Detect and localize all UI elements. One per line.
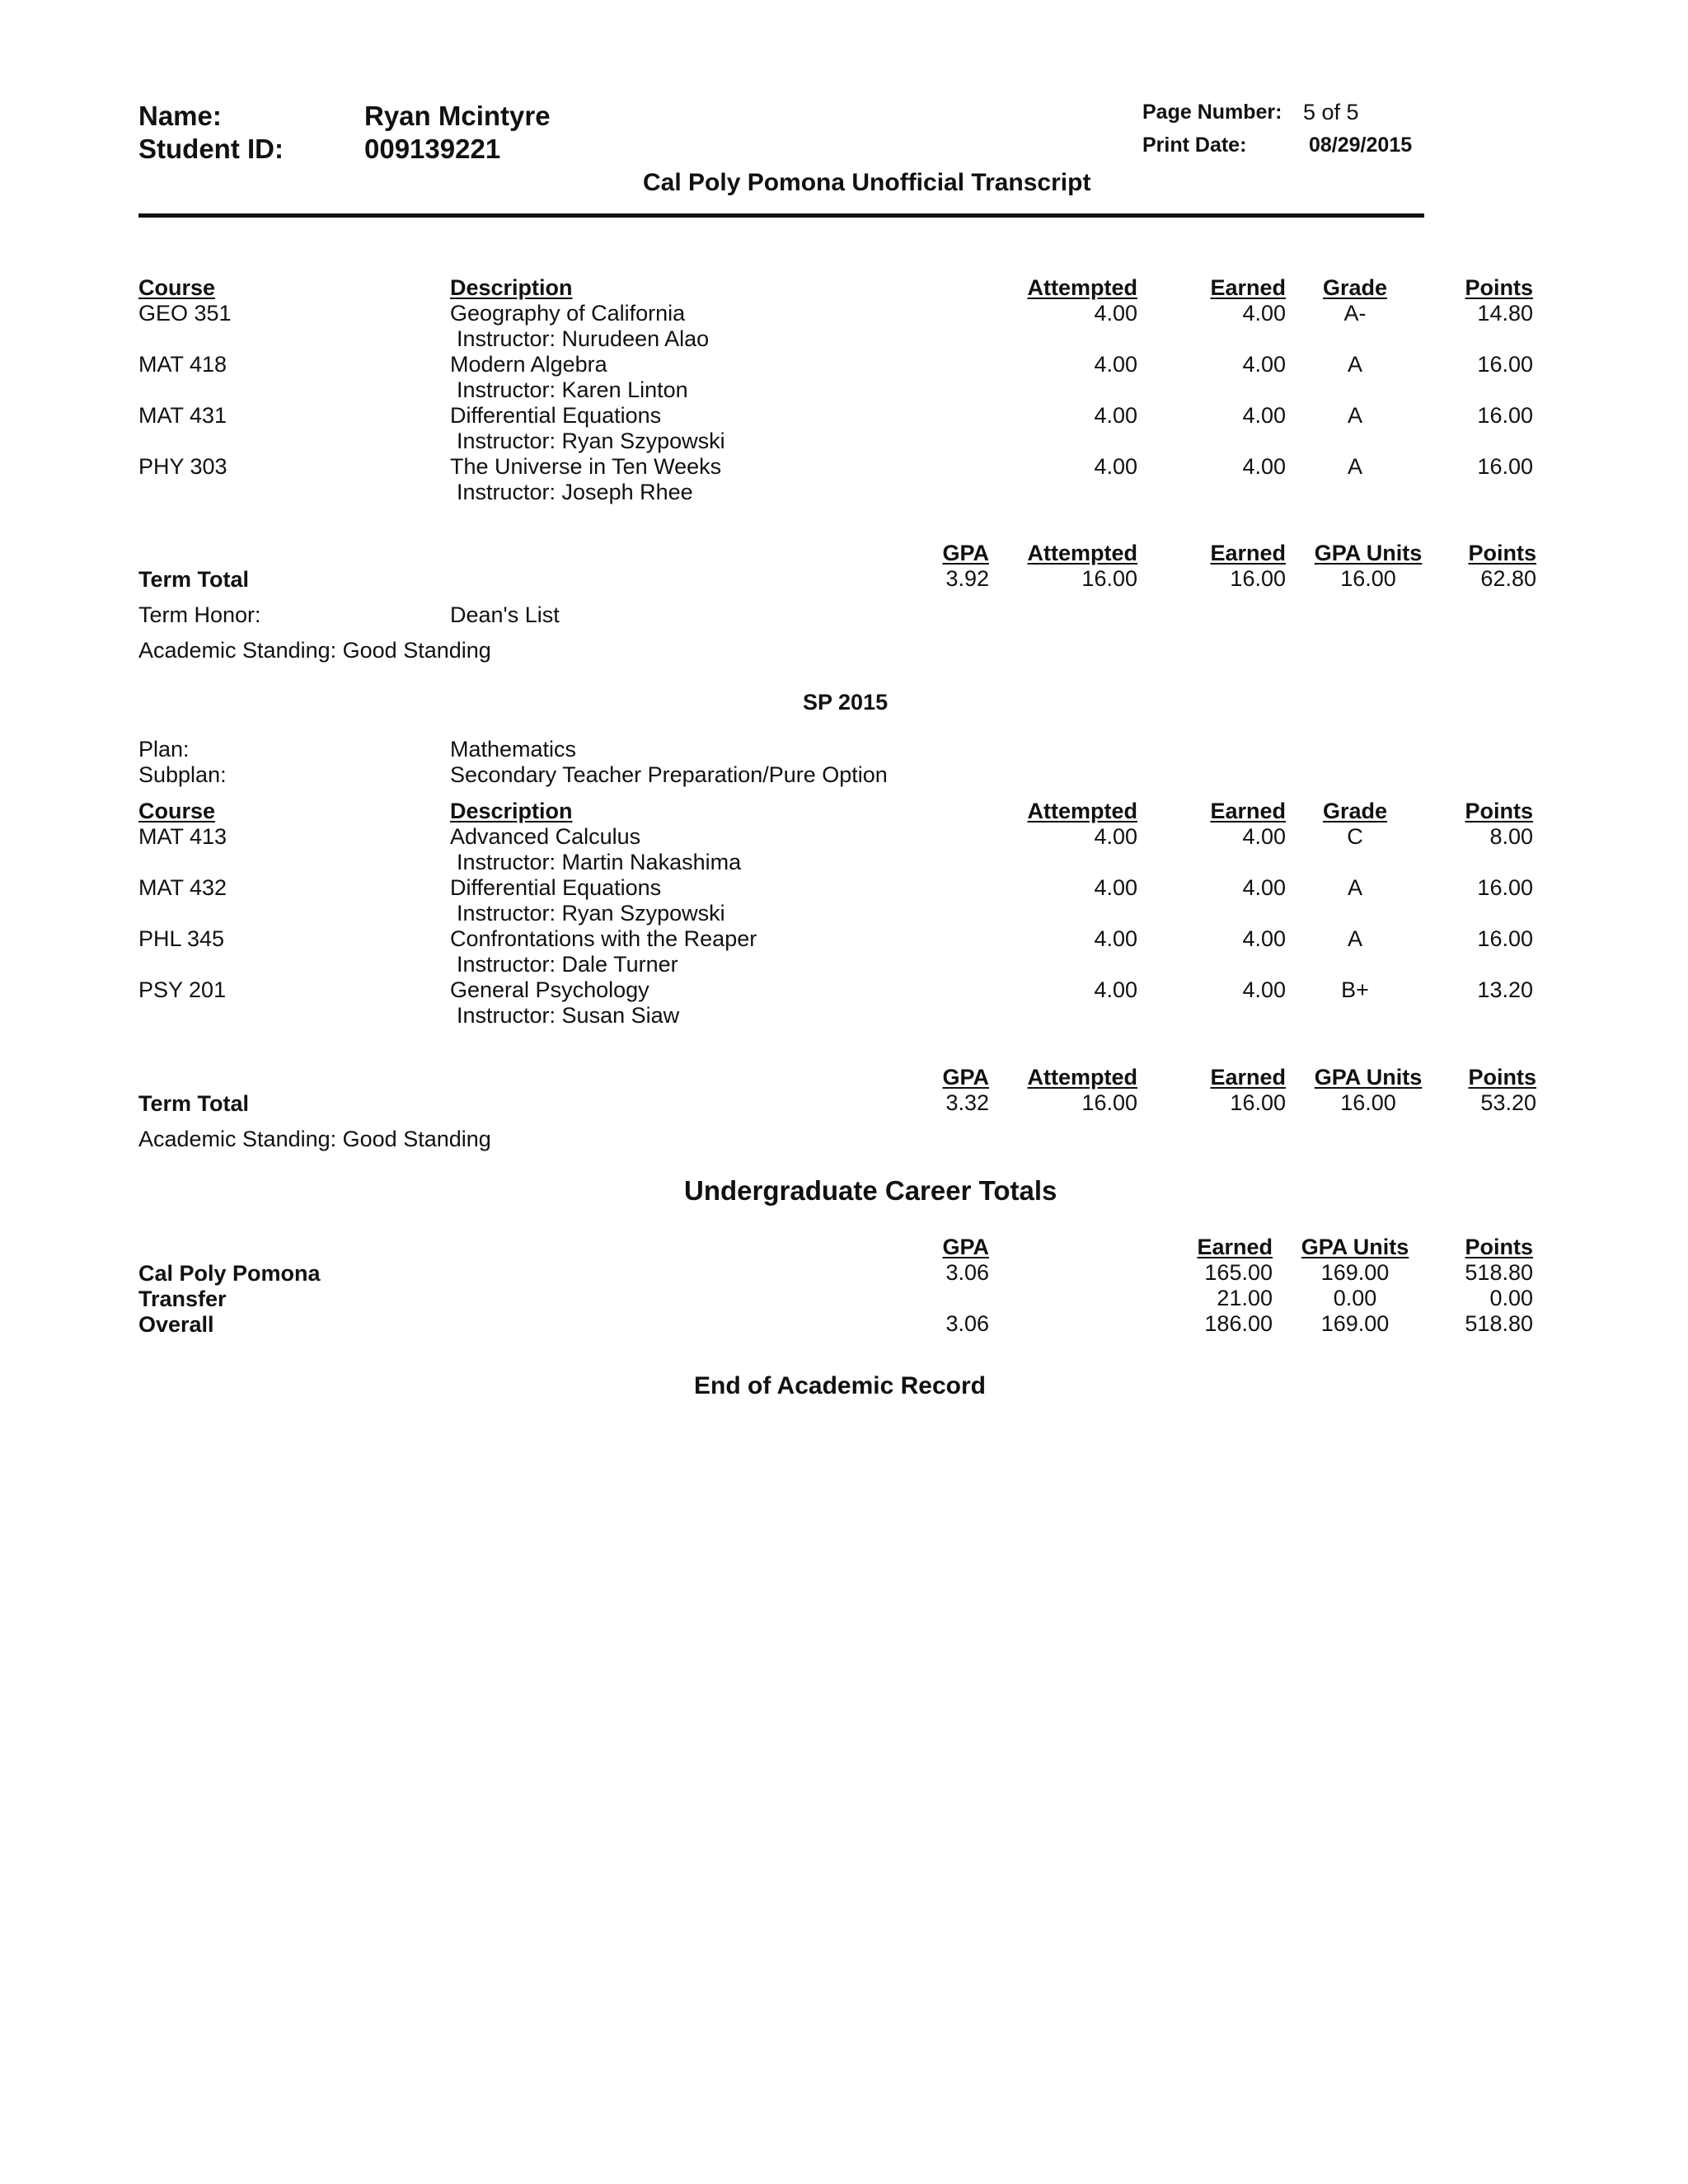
course-points: 16.00 [1477, 403, 1533, 428]
course-grade: B+ [1341, 977, 1369, 1002]
course-earned: 4.00 [1242, 352, 1286, 377]
col-points-header: Points [1465, 275, 1533, 300]
term2-heading: SP 2015 [803, 690, 889, 715]
course-attempted: 4.00 [1094, 977, 1137, 1002]
course-points: 13.20 [1477, 977, 1533, 1002]
course-instructor: Instructor: Susan Siaw [457, 1003, 680, 1028]
term2-total-earned: 16.00 [1230, 1090, 1286, 1115]
term1-total-attempted: 16.00 [1081, 566, 1137, 591]
career-row-points: 518.80 [1465, 1311, 1533, 1336]
course-grade: C [1347, 824, 1363, 849]
term1-honor-label: Term Honor: [138, 602, 261, 627]
course-earned: 4.00 [1242, 875, 1286, 900]
career-earned-header: Earned [1197, 1235, 1273, 1259]
course-grade: A- [1343, 301, 1367, 326]
col-description-header: Description [450, 275, 573, 300]
course-description: Differential Equations [450, 875, 662, 900]
print-date: 08/29/2015 [1309, 134, 1413, 157]
course-code: PHL 345 [138, 926, 225, 951]
course-attempted: 4.00 [1094, 301, 1137, 326]
course-points: 16.00 [1477, 926, 1533, 951]
course-attempted: 4.00 [1094, 352, 1137, 377]
subplan-label: Subplan: [138, 762, 227, 787]
course-description: Confrontations with the Reaper [450, 926, 757, 951]
plan-value: Mathematics [450, 737, 577, 762]
course-instructor: Instructor: Ryan Szypowski [457, 429, 725, 453]
career-row-gpa-units: 0.00 [1333, 1286, 1377, 1310]
col-grade-header: Grade [1322, 275, 1388, 300]
course-earned: 4.00 [1242, 403, 1286, 428]
career-row-gpa: 3.06 [945, 1311, 989, 1336]
term1-gpa-header: GPA [942, 541, 989, 565]
page-number: 5 of 5 [1303, 100, 1359, 124]
term2-total-gpa: 3.32 [945, 1090, 989, 1115]
course-points: 8.00 [1489, 824, 1533, 849]
career-row-label: Overall [138, 1312, 214, 1337]
term1-total-points: 62.80 [1480, 566, 1536, 591]
term1-points-header: Points [1468, 541, 1536, 565]
term2-gpa-units-header: GPA Units [1314, 1065, 1423, 1090]
course-points: 16.00 [1477, 875, 1533, 900]
col-earned-header: Earned [1210, 275, 1286, 300]
career-row-earned: 186.00 [1204, 1311, 1273, 1336]
print-date-label: Print Date: [1142, 134, 1247, 157]
student-id-label: Student ID: [138, 134, 284, 164]
term2-earned-header: Earned [1210, 1065, 1286, 1090]
course-earned: 4.00 [1242, 454, 1286, 479]
col-points-header: Points [1465, 799, 1533, 823]
course-instructor: Instructor: Martin Nakashima [457, 850, 742, 874]
career-gpa-units-header: GPA Units [1301, 1235, 1409, 1259]
term1-honor-value: Dean's List [450, 602, 560, 627]
term1-academic-standing: Academic Standing: Good Standing [138, 638, 491, 663]
course-instructor: Instructor: Joseph Rhee [457, 480, 693, 504]
subplan-value: Secondary Teacher Preparation/Pure Option [450, 762, 888, 787]
term1-total-label: Term Total [138, 567, 250, 592]
term1-total-gpa: 3.92 [945, 566, 989, 591]
career-row-gpa-units: 169.00 [1320, 1260, 1390, 1285]
course-points: 16.00 [1477, 454, 1533, 479]
term1-earned-header: Earned [1210, 541, 1286, 565]
term2-total-gpa-units: 16.00 [1340, 1090, 1396, 1115]
course-attempted: 4.00 [1094, 926, 1137, 951]
header-divider [138, 213, 1424, 218]
course-attempted: 4.00 [1094, 454, 1137, 479]
term2-total-points: 53.20 [1480, 1090, 1536, 1115]
course-description: Geography of California [450, 301, 686, 326]
career-row-points: 0.00 [1489, 1286, 1533, 1310]
course-code: MAT 413 [138, 824, 227, 849]
career-row-earned: 165.00 [1204, 1260, 1273, 1285]
course-grade: A [1347, 926, 1362, 951]
end-of-record: End of Academic Record [694, 1372, 986, 1399]
career-points-header: Points [1465, 1235, 1533, 1259]
col-description-header: Description [450, 799, 573, 823]
col-attempted-header: Attempted [1027, 275, 1137, 300]
course-attempted: 4.00 [1094, 824, 1137, 849]
course-instructor: Instructor: Karen Linton [457, 377, 688, 402]
course-description: Differential Equations [450, 403, 662, 428]
term2-points-header: Points [1468, 1065, 1536, 1090]
course-earned: 4.00 [1242, 301, 1286, 326]
course-description: Modern Algebra [450, 352, 607, 377]
course-description: Advanced Calculus [450, 824, 641, 849]
term1-total-earned: 16.00 [1230, 566, 1286, 591]
term2-total-attempted: 16.00 [1081, 1090, 1137, 1115]
course-code: PSY 201 [138, 977, 227, 1002]
term2-gpa-header: GPA [942, 1065, 989, 1090]
course-instructor: Instructor: Ryan Szypowski [457, 901, 725, 926]
plan-label: Plan: [138, 737, 190, 762]
course-code: PHY 303 [138, 454, 227, 479]
course-points: 14.80 [1477, 301, 1533, 326]
term2-total-label: Term Total [138, 1091, 250, 1116]
course-instructor: Instructor: Nurudeen Alao [457, 326, 710, 351]
course-attempted: 4.00 [1094, 403, 1137, 428]
name-label: Name: [138, 101, 222, 131]
col-course-header: Course [138, 275, 216, 300]
course-grade: A [1347, 403, 1362, 428]
course-points: 16.00 [1477, 352, 1533, 377]
career-row-label: Transfer [138, 1286, 227, 1311]
career-row-earned: 21.00 [1217, 1286, 1273, 1310]
term1-gpa-units-header: GPA Units [1314, 541, 1423, 565]
course-instructor: Instructor: Dale Turner [457, 952, 678, 977]
course-code: GEO 351 [138, 301, 232, 326]
course-earned: 4.00 [1242, 926, 1286, 951]
career-gpa-header: GPA [942, 1235, 989, 1259]
col-attempted-header: Attempted [1027, 799, 1137, 823]
course-description: The Universe in Ten Weeks [450, 454, 722, 479]
col-course-header: Course [138, 799, 216, 823]
course-earned: 4.00 [1242, 824, 1286, 849]
student-name: Ryan Mcintyre [364, 101, 551, 131]
course-code: MAT 418 [138, 352, 227, 377]
career-row-points: 518.80 [1465, 1260, 1533, 1285]
course-grade: A [1347, 352, 1362, 377]
term2-attempted-header: Attempted [1027, 1065, 1137, 1090]
career-totals-title: Undergraduate Career Totals [684, 1175, 1057, 1206]
course-grade: A [1347, 875, 1362, 900]
term1-total-gpa-units: 16.00 [1340, 566, 1396, 591]
career-row-gpa: 3.06 [945, 1260, 989, 1285]
course-description: General Psychology [450, 977, 649, 1002]
career-row-gpa-units: 169.00 [1320, 1311, 1390, 1336]
course-code: MAT 431 [138, 403, 227, 428]
student-id: 009139221 [364, 134, 501, 164]
term1-attempted-header: Attempted [1027, 541, 1137, 565]
col-earned-header: Earned [1210, 799, 1286, 823]
course-earned: 4.00 [1242, 977, 1286, 1002]
page-title: Cal Poly Pomona Unofficial Transcript [643, 169, 1091, 196]
course-attempted: 4.00 [1094, 875, 1137, 900]
term2-academic-standing: Academic Standing: Good Standing [138, 1127, 491, 1151]
course-code: MAT 432 [138, 875, 227, 900]
col-grade-header: Grade [1322, 799, 1388, 823]
page-number-label: Page Number: [1142, 101, 1282, 124]
career-row-label: Cal Poly Pomona [138, 1261, 321, 1286]
course-grade: A [1347, 454, 1362, 479]
